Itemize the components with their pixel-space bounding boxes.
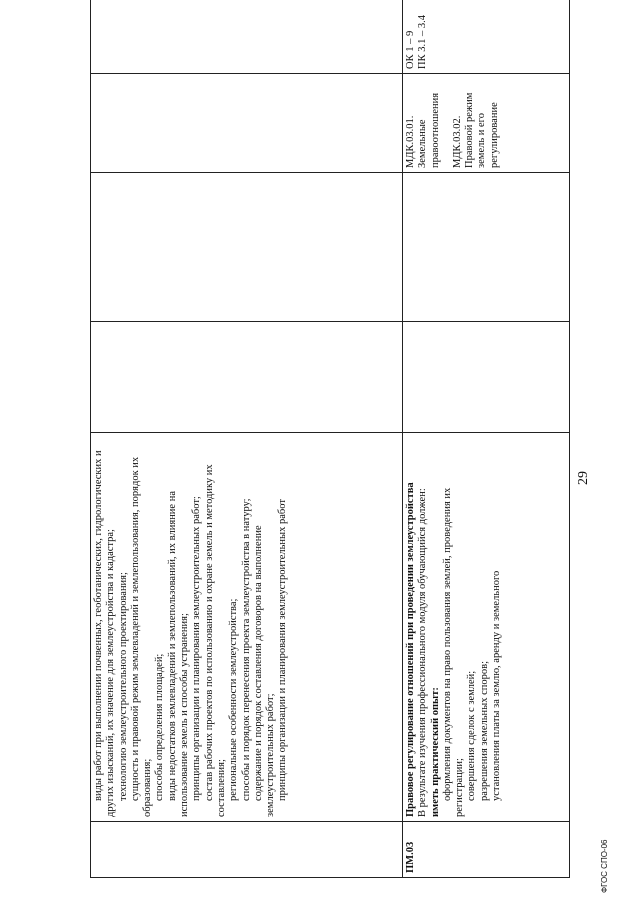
page-number: 29 bbox=[576, 471, 591, 485]
list-item: принципы организации и планирования землеустроительных работ; bbox=[191, 496, 203, 801]
mdk-0301: МДК.03.01. Земельные правоотношения bbox=[405, 92, 441, 168]
ok-codes: ОК 1 – 9 bbox=[405, 30, 416, 69]
empty-cell bbox=[91, 322, 403, 433]
module-subhead: иметь практический опыт: bbox=[429, 687, 441, 817]
empty-cell bbox=[91, 74, 403, 173]
list-item: установления платы за землю, аренду и земельного bbox=[491, 570, 503, 801]
module-code: ПМ.03 bbox=[403, 822, 570, 878]
list-item: оформления документов на право пользования землей, проведения их регистрации; bbox=[441, 487, 466, 817]
module-content-cell bbox=[403, 433, 570, 822]
list-item: совершения сделок с землей; bbox=[466, 670, 478, 801]
list-item: разрешения земельных споров; bbox=[478, 660, 490, 801]
module-title: Правовое регулирование отношений при проведении землеустройства bbox=[405, 482, 416, 817]
list-item: принципы организации и планирования землеустроительных работ bbox=[277, 499, 289, 801]
module-intro: В результате изучения профессионального модуля обучающийся должен: bbox=[417, 488, 429, 817]
pk-codes: ПК 3.1 – 3.4 bbox=[417, 15, 429, 69]
list-item: состав рабочих проектов по использованию и охране земель и методику их составления; bbox=[203, 464, 227, 817]
list-item: способы и порядок перенесения проекта землеустройства в натуру; bbox=[240, 498, 252, 801]
knowledge-cell bbox=[91, 433, 403, 822]
list-item: виды работ при выполнении почвенных, геоботанических, гидрологических и других изысканий, их значение для землеустройства и кадастра; bbox=[93, 450, 117, 817]
table-row bbox=[403, 0, 570, 878]
table-row bbox=[91, 0, 403, 878]
footer-code: ФГОС СПО-06 bbox=[600, 839, 609, 893]
empty-cell bbox=[403, 173, 570, 322]
mdk-0302: МДК.03.02. Правовой режим земель и его регулирование bbox=[451, 92, 500, 168]
curriculum-table bbox=[90, 0, 570, 878]
empty-cell bbox=[91, 173, 403, 322]
competencies-cell bbox=[403, 0, 570, 74]
list-item: способы определения площадей; bbox=[154, 653, 166, 801]
empty-cell bbox=[91, 0, 403, 74]
list-item: виды недостатков землевладений и землепользований, их влияние на использование земель и способы устранения; bbox=[166, 491, 191, 817]
list-item: содержание и порядок составления договоров на выполнение землеустроительных работ; bbox=[252, 525, 277, 817]
list-item: технологию землеустроительного проектирования; bbox=[117, 572, 129, 801]
mdk-cell bbox=[403, 74, 570, 173]
module-code-cell bbox=[91, 822, 403, 878]
empty-cell bbox=[403, 322, 570, 433]
list-item: региональные особенности землеустройства; bbox=[228, 598, 240, 801]
list-item: сущность и правовой режим землевладений и землепользования, порядок их образования; bbox=[129, 456, 154, 817]
